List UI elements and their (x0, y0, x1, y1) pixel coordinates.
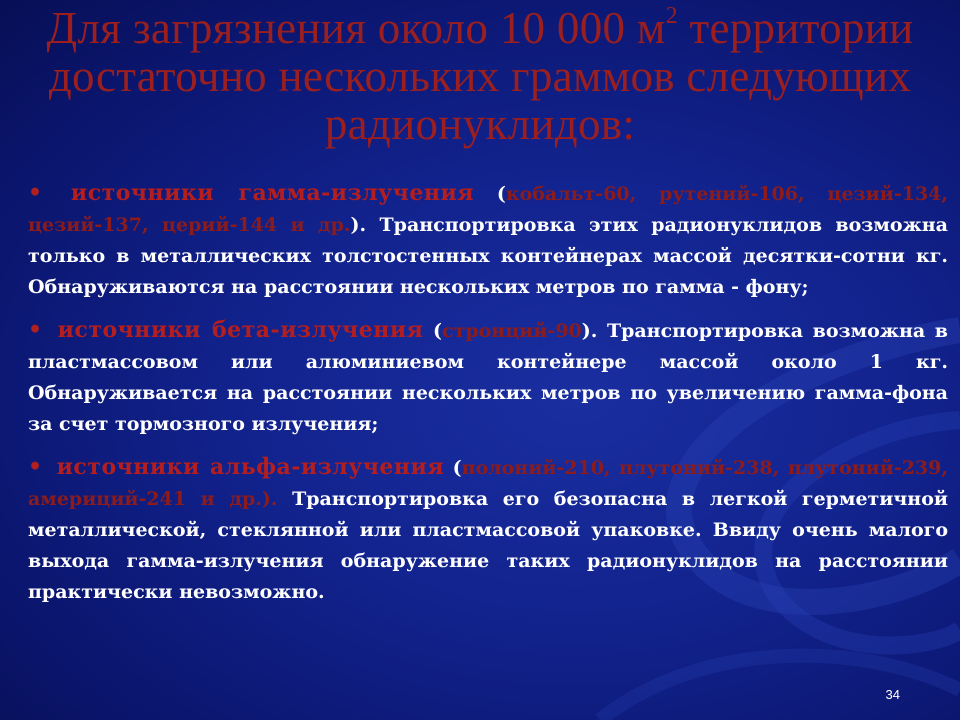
source-type: источники альфа-излучения (56, 454, 445, 480)
title-rest: территории достаточно нескольких граммов следующих радионуклидов: (48, 3, 914, 149)
title-main: Для загрязнения около 10 000 м (46, 3, 666, 53)
close-paren: ). (350, 214, 367, 236)
page-number: 34 (885, 687, 900, 702)
open-paren: ( (452, 457, 462, 479)
item-description: Транспортировка его безопасна в легкой герметичной металлической, стеклянной или пластмассовой упаковке. Ввиду очень малого выхода гамма-излучения обнаружение таких радионуклидов на расстоянии практически невозможно. (28, 488, 948, 603)
bullet-icon: • (28, 317, 43, 343)
source-type: источники гамма-излучения (70, 180, 475, 206)
open-paren: ( (496, 183, 506, 205)
list-item (28, 315, 948, 440)
list-item (28, 178, 948, 303)
open-paren: ( (433, 320, 442, 342)
item-description: Транспортировка этих радионуклидов возможна только в металлических толстостенных контейнерах массой десятки-сотни кг. Обнаруживаются на расстоянии нескольких метров по гамма - фону; (28, 214, 948, 298)
slide-title (30, 4, 930, 148)
isotope-list: полоний-210, плутоний-238, плутоний-239, америций-241 и др.). (28, 457, 948, 510)
source-type: источники бета-излучения (57, 317, 424, 343)
bullet-icon: • (28, 180, 43, 206)
item-description: Транспортировка возможна в пластмассовом или алюминиевом контейнере массой около 1 кг. Обнаруживается на расстоянии нескольких метров по увеличению гамма-фона за счет тормозного излучения; (28, 320, 948, 435)
list-item (28, 452, 948, 608)
title-superscript: 2 (665, 3, 678, 29)
bullet-icon: • (28, 454, 43, 480)
slide-body (28, 178, 948, 620)
isotope-list: стронций-90 (442, 320, 582, 342)
close-paren: ). (581, 320, 598, 342)
isotope-list: кобальт-60, рутений-106, цезий-134, цезий-137, церий-144 и др. (28, 183, 948, 236)
